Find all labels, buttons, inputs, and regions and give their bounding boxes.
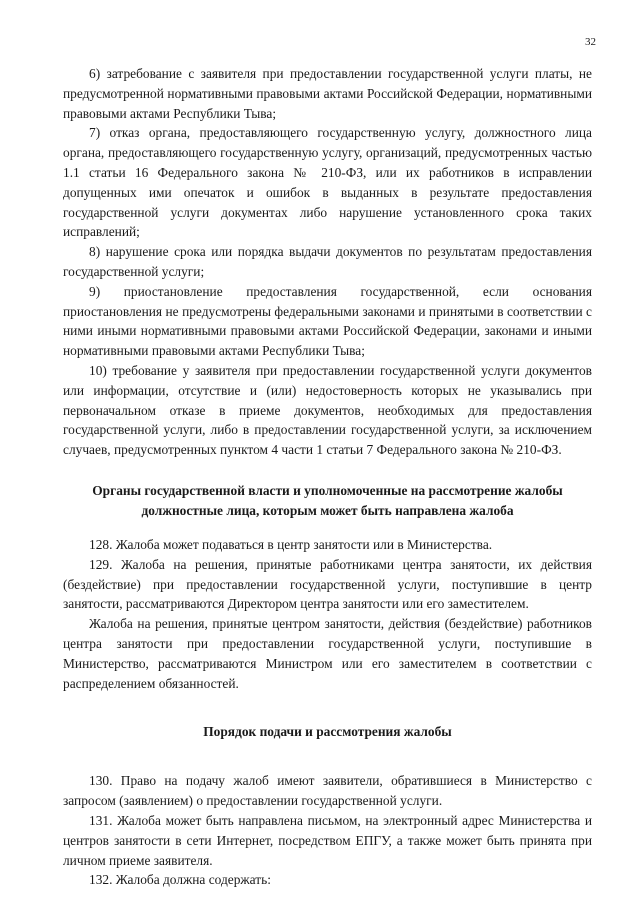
- document-body: [63, 64, 592, 890]
- paragraph: 10) требование у заявителя при предоставлении государственной услуги документов или информации, отсутствие и (или) недостоверность которых не указывались при первоначальном отказе в приеме документов, необходимых для предоставления государственной услуги, либо в предоставлении государственной услуги, за исключением случаев, предусмотренных пунктом 4 части 1 статьи 7 Федерального закона № 210-ФЗ.: [63, 362, 592, 458]
- paragraph: Жалоба на решения, принятые центром занятости, действия (бездействие) работников центра занятости при предоставлении государственной услуги, поступившие в Министерство, рассматриваются Министром или его заместителем в соответствии с распределением обязанностей.: [63, 616, 592, 691]
- paragraph: 7) отказ органа, предоставляющего государственную услугу, должностного лица органа, предоставляющего государственную услугу, организаций, предусмотренных частью 1.1 статьи 16 Федерального закона № 210-ФЗ, или их работников в исправлении допущенных ими опечаток и ошибок в выданных в результате предоставления государственной услуги документах либо нарушение установленного срока таких исправлений;: [63, 125, 592, 240]
- paragraph: 131. Жалоба может быть направлена письмом, на электронный адрес Министерства и центров занятости в сети Интернет, посредством ЕПГУ, а также может быть принята при личном приеме заявителя.: [63, 812, 592, 868]
- paragraph: 129. Жалоба на решения, принятые работниками центра занятости, их действия (бездействие) при предоставлении государственной услуги, поступившие в центр занятости, рассматриваются Директором центра занятости или его заместителем.: [63, 556, 592, 612]
- section-heading: Органы государственной власти и уполномоченные на рассмотрение жалобы должностные лица, которым может быть направлена жалоба: [92, 482, 563, 518]
- paragraph: 130. Право на подачу жалоб имеют заявители, обратившиеся в Министерство с запросом (заявлением) о предоставлении государственной услуги.: [63, 773, 592, 809]
- paragraph: 9) приостановление предоставления государственной, если основания приостановления не предусмотрены федеральными законами и принятыми в соответствии с ними иными нормативными правовыми актами Российской Федерации, законами и иными нормативными правовыми актами Республики Тыва;: [63, 283, 592, 359]
- paragraph: 8) нарушение срока или порядка выдачи документов по результатам предоставления государственной услуги;: [63, 244, 592, 279]
- paragraph: 132. Жалоба должна содержать:: [89, 872, 271, 888]
- paragraph: 6) затребование с заявителя при предоставлении государственной услуги платы, не предусмотренной нормативными правовыми актами Российской Федерации, нормативными правовыми актами Республики Тыва;: [63, 66, 592, 121]
- paragraph: 128. Жалоба может подаваться в центр занятости или в Министерства.: [89, 536, 493, 552]
- page-number: 32: [585, 36, 596, 48]
- section-heading: Порядок подачи и рассмотрения жалобы: [203, 724, 452, 740]
